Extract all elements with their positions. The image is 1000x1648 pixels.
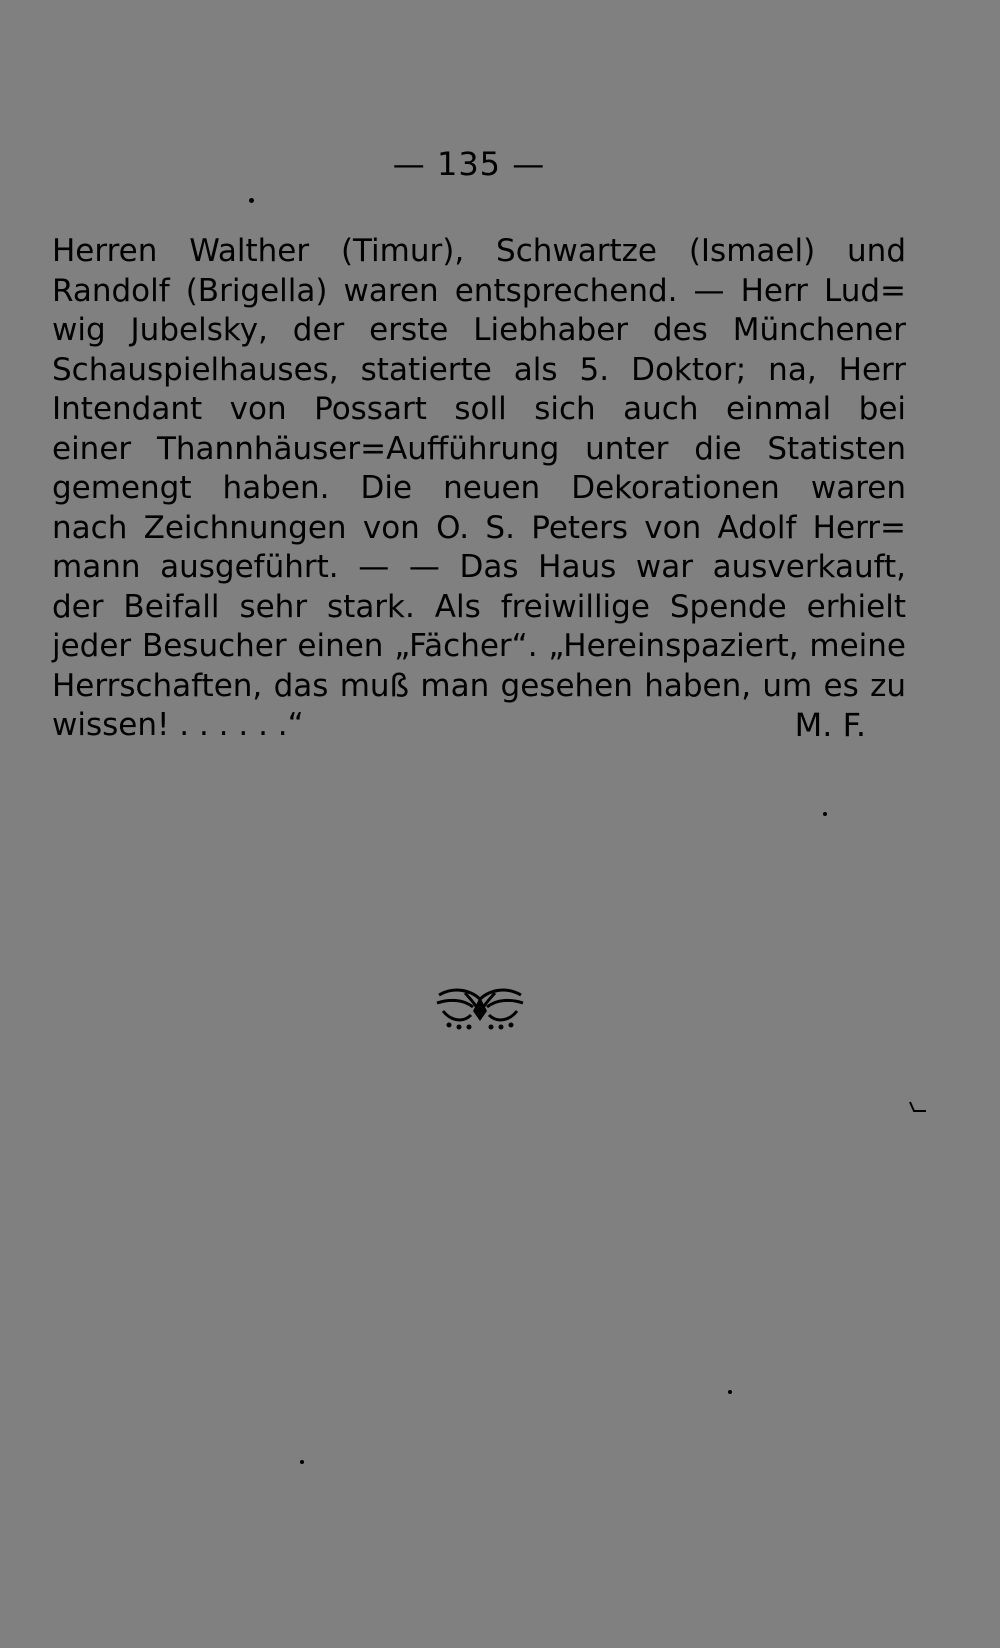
speck-mark xyxy=(300,1460,304,1464)
scratch-mark xyxy=(908,1100,928,1114)
text-line: der Beifall sehr stark. Als freiwillige Spende erhielt xyxy=(52,588,906,625)
page-number: — 135 — xyxy=(392,145,546,183)
signature: M. F. xyxy=(794,706,866,744)
body-text xyxy=(52,232,906,746)
text-line: Herren Walther (Timur), Schwartze (Ismael) und xyxy=(52,233,906,269)
text-line: Schauspielhauses, statierte als 5. Doktor; na, Herr xyxy=(52,351,906,388)
speck-mark xyxy=(823,812,827,816)
speck-mark xyxy=(249,198,254,203)
text-line-last xyxy=(52,706,906,746)
fleuron-ornament-icon xyxy=(435,985,525,1031)
speck-mark xyxy=(728,1390,732,1394)
text-line: Herrschaften, das muß man gesehen haben, um es zu xyxy=(52,667,906,704)
text-line: gemengt haben. Die neuen Dekorationen waren xyxy=(52,470,906,506)
text-line: jeder Besucher einen „Fächer“. „Hereinspaziert, meine xyxy=(52,628,906,664)
text-line: Intendant von Possart soll sich auch einmal bei xyxy=(52,391,906,427)
text-line: mann ausgeführt. — — Das Haus war ausverkauft, xyxy=(52,549,906,585)
text-line: einer Thannhäuser=Aufführung unter die Statisten xyxy=(52,430,906,467)
last-line-text: wissen! . . . . . .“ xyxy=(52,707,304,743)
text-line: wig Jubelsky, der erste Liebhaber des Münchener xyxy=(52,312,906,348)
text-line: Randolf (Brigella) waren entsprechend. — Herr Lud= xyxy=(52,272,906,309)
text-line: nach Zeichnungen von O. S. Peters von Adolf Herr= xyxy=(52,509,906,546)
